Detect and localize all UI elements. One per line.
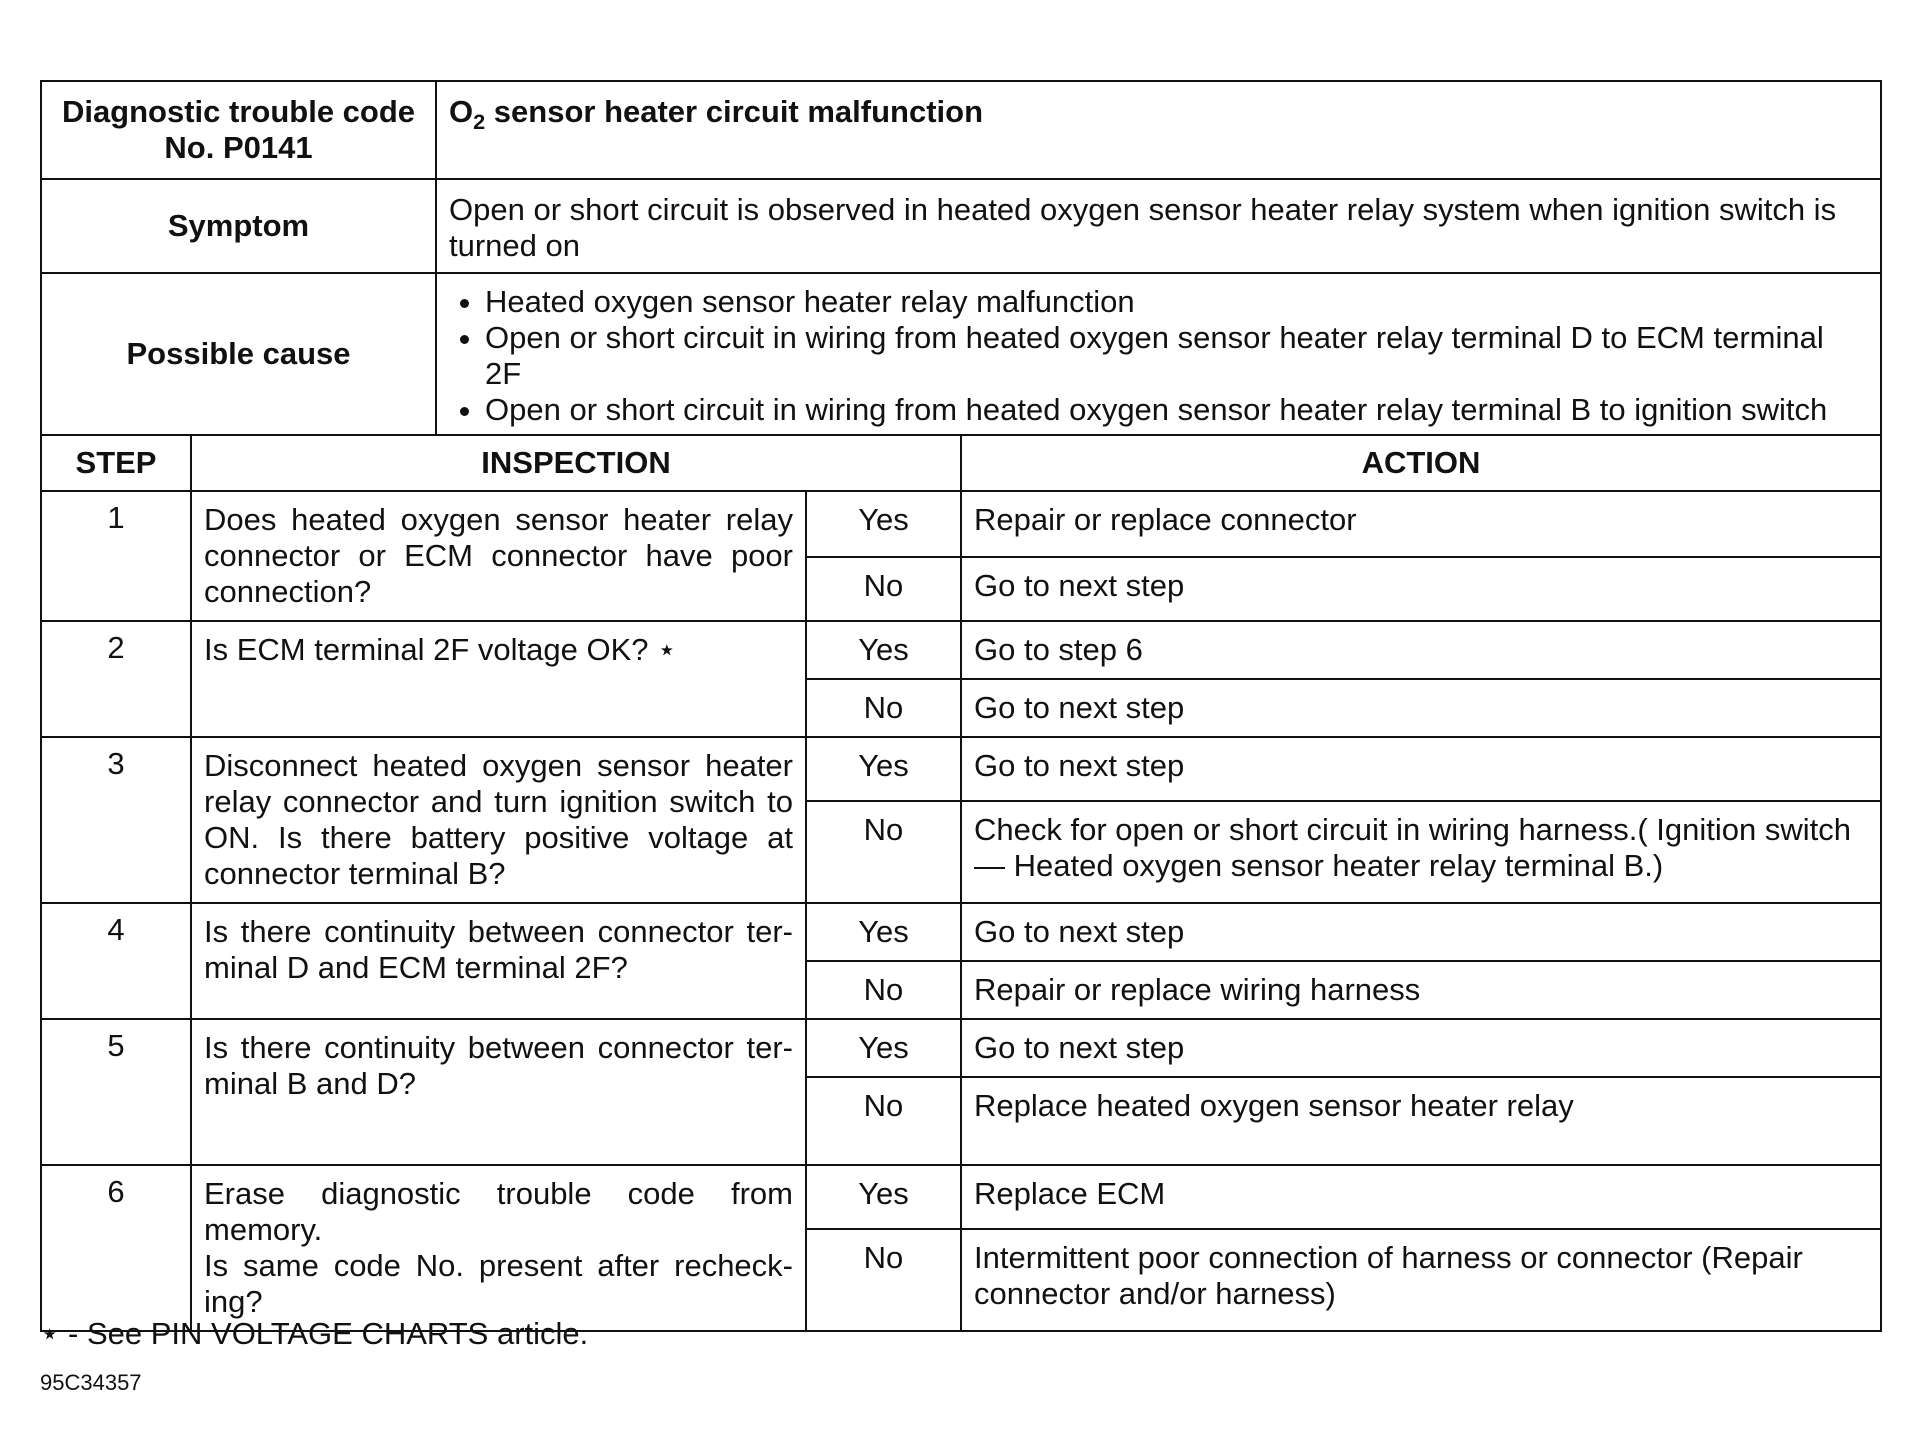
yes-label-text: Yes — [858, 1176, 909, 1211]
dtc-label: Diagnostic trouble code No. P0141 — [61, 94, 416, 165]
step-inspection — [191, 1019, 806, 1165]
yes-label-text: Yes — [858, 632, 909, 667]
inspection-text: Is there continuity between connector ter-minal B and D? — [204, 1030, 793, 1101]
no-label-text: No — [863, 1240, 904, 1276]
inspection-text: Is same code No. present after recheck-ing? — [204, 1248, 793, 1319]
dtc-title-subscript: 2 — [473, 109, 486, 135]
step-row-yes — [41, 903, 1881, 961]
cause-item: • Heated oxygen sensor heater relay malfunction — [485, 284, 1868, 320]
column-header-row — [41, 435, 1881, 491]
step-row-yes — [41, 1165, 1881, 1229]
no-action-text: Intermittent poor connection of harness or connector (Repair connector and/or harness) — [974, 1240, 1803, 1312]
no-action — [961, 1077, 1881, 1165]
no-action — [961, 557, 1881, 621]
step-row-yes — [41, 621, 1881, 679]
yes-action — [961, 737, 1881, 801]
step-number: 1 — [41, 491, 191, 621]
yes-action-text: Go to next step — [974, 748, 1185, 783]
no-action-text: Go to next step — [974, 568, 1185, 604]
step-number: 6 — [41, 1165, 191, 1331]
action-column-header: ACTION — [961, 435, 1881, 491]
yes-action-text: Go to step 6 — [974, 632, 1143, 667]
inspection-text: Is ECM terminal 2F voltage OK? ⋆ — [204, 632, 677, 667]
cause-list-cell — [436, 273, 1881, 435]
inspection-text: Erase diagnostic trouble code from memory. — [204, 1176, 793, 1247]
no-label — [806, 557, 961, 621]
yes-action-text: Replace ECM — [974, 1176, 1166, 1211]
yes-action-text: Go to next step — [974, 1030, 1185, 1065]
yes-action-text: Repair or replace connector — [974, 502, 1357, 537]
no-action-text: Replace heated oxygen sensor heater relay — [974, 1088, 1574, 1123]
cause-row — [41, 273, 1881, 435]
diagnostic-table — [40, 80, 1882, 1332]
symptom-text: Open or short circuit is observed in heated oxygen sensor heater relay system when ignition switch is turned on — [449, 192, 1837, 263]
no-label — [806, 1077, 961, 1165]
yes-label — [806, 1165, 961, 1229]
symptom-text-cell — [436, 179, 1881, 273]
cause-label-cell — [41, 273, 436, 435]
no-label — [806, 961, 961, 1019]
yes-action-text: Go to next step — [974, 914, 1185, 949]
cause-list — [437, 274, 1880, 434]
inspection-column-header: INSPECTION — [191, 435, 961, 491]
step-inspection — [191, 903, 806, 1019]
no-label-text: No — [863, 690, 904, 725]
cause-item: • Open or short circuit in wiring from heated oxygen sensor heater relay terminal D to ECM terminal 2F — [485, 320, 1868, 392]
no-label-text: No — [863, 1088, 904, 1123]
no-label-text: No — [863, 568, 904, 604]
no-label — [806, 801, 961, 903]
footnote: ⋆ - See PIN VOLTAGE CHARTS article. — [40, 1316, 589, 1351]
inspection-text: Does heated oxygen sensor heater relay connector or ECM connector have poor connection? — [204, 502, 793, 609]
inspection-text: Is there continuity between connector ter-minal D and ECM terminal 2F? — [204, 914, 793, 985]
no-action-text: Go to next step — [974, 690, 1185, 725]
cause-item: • Open or short circuit in wiring from heated oxygen sensor heater relay terminal B to ignition switch — [485, 392, 1868, 428]
no-action — [961, 961, 1881, 1019]
symptom-label: Symptom — [167, 208, 310, 243]
no-label — [806, 1229, 961, 1331]
no-action-text: Check for open or short circuit in wiring harness.( Ignition switch — Heated oxygen sensor heater relay terminal B.) — [974, 811, 1851, 883]
dtc-title-prefix: O — [449, 94, 474, 129]
dtc-title — [437, 82, 1880, 148]
yes-action — [961, 903, 1881, 961]
yes-label — [806, 621, 961, 679]
cause-label: Possible cause — [126, 336, 351, 371]
no-action — [961, 679, 1881, 737]
step-inspection — [191, 1165, 806, 1331]
no-label-text: No — [863, 811, 904, 847]
diagnostic-sheet — [40, 80, 1880, 1332]
yes-label-text: Yes — [858, 502, 909, 537]
no-action — [961, 801, 1881, 903]
figure-code: 95C34357 — [40, 1370, 142, 1395]
step-number: 4 — [41, 903, 191, 1019]
step-row-yes — [41, 737, 1881, 801]
step-inspection — [191, 621, 806, 737]
yes-label-text: Yes — [858, 1030, 909, 1065]
yes-label — [806, 737, 961, 801]
inspection-text: Disconnect heated oxygen sensor heater relay connector and turn ignition switch to ON. Is there battery positive voltage at connector terminal B? — [204, 748, 793, 891]
yes-action — [961, 1165, 1881, 1229]
dtc-title-rest: sensor heater circuit malfunction — [485, 94, 984, 129]
yes-label — [806, 491, 961, 557]
dtc-row — [41, 81, 1881, 179]
step-number: 3 — [41, 737, 191, 903]
yes-label — [806, 1019, 961, 1077]
yes-label-text: Yes — [858, 748, 909, 783]
step-number: 2 — [41, 621, 191, 737]
no-action — [961, 1229, 1881, 1331]
symptom-label-cell — [41, 179, 436, 273]
step-row-yes — [41, 491, 1881, 557]
yes-action — [961, 1019, 1881, 1077]
no-label — [806, 679, 961, 737]
yes-label — [806, 903, 961, 961]
no-label-text: No — [863, 972, 904, 1007]
step-column-header: STEP — [41, 435, 191, 491]
yes-action — [961, 491, 1881, 557]
yes-action — [961, 621, 1881, 679]
yes-label-text: Yes — [858, 914, 909, 949]
dtc-label-cell — [41, 81, 436, 179]
step-inspection — [191, 491, 806, 621]
step-row-yes — [41, 1019, 1881, 1077]
dtc-title-cell — [436, 81, 1881, 179]
step-inspection — [191, 737, 806, 903]
step-number: 5 — [41, 1019, 191, 1165]
no-action-text: Repair or replace wiring harness — [974, 972, 1421, 1007]
symptom-row — [41, 179, 1881, 273]
